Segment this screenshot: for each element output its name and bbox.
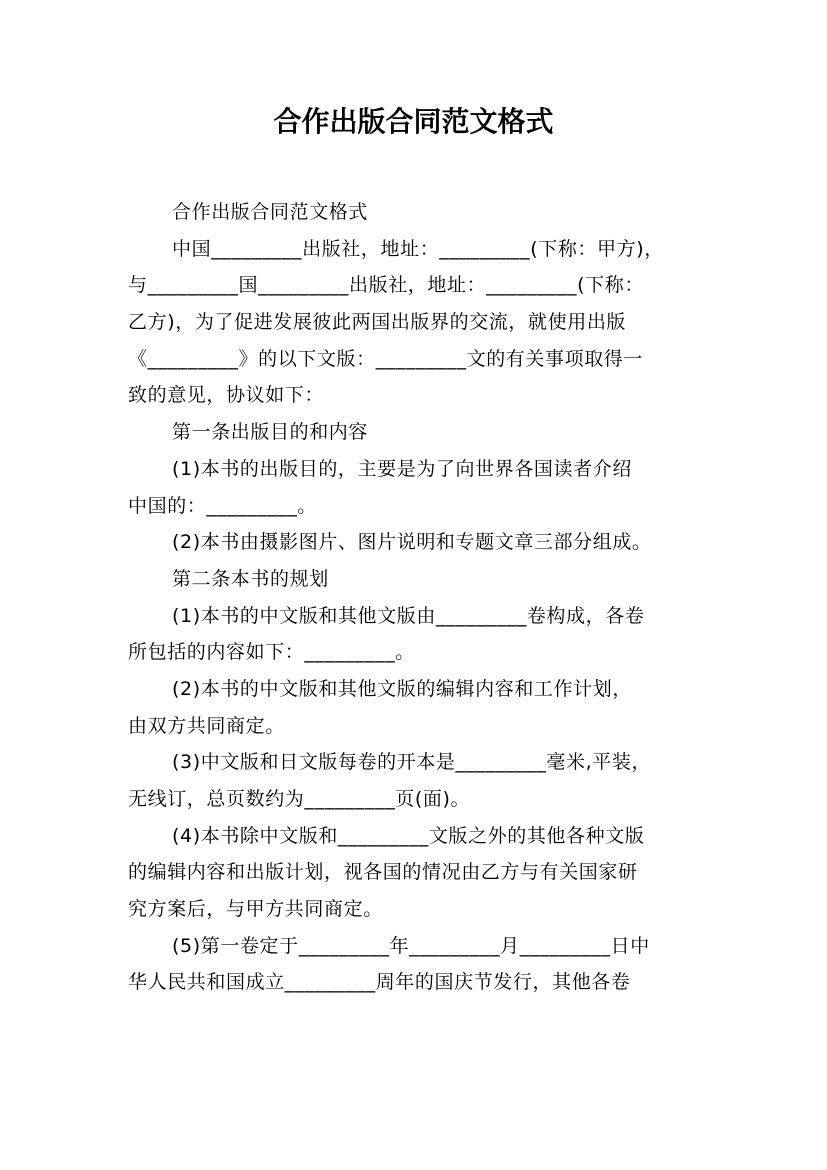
document-line: (4)本书除中文版和_________文版之外的其他各种文版 — [172, 824, 645, 847]
document-line: (5)第一卷定于_________年_________月_________日中 — [172, 934, 650, 957]
document-line: 由双方共同商定。 — [128, 714, 285, 737]
document-line: 中国的：_________。 — [128, 494, 317, 517]
document-line: 第一条出版目的和内容 — [172, 421, 369, 444]
document-line: 合作出版合同范文格式 — [172, 201, 369, 223]
document-line: 乙方)，为了促进发展彼此两国出版界的交流，就使用出版 — [128, 311, 627, 334]
document-line: 第二条本书的规划 — [172, 567, 329, 590]
document-line: (2)本书的中文版和其他文版的编辑内容和工作计划， — [172, 677, 632, 700]
document-line: 华人民共和国成立_________周年的国庆节发行，其他各卷 — [128, 971, 631, 994]
document-line: (1)本书的中文版和其他文版由_________卷构成，各卷 — [172, 604, 645, 627]
document-body — [128, 194, 708, 1001]
document-line: 无线订，总页数约为_________页(面)。 — [128, 788, 471, 810]
document-line: 《_________》的以下文版：_________文的有关事项取得一 — [128, 347, 644, 370]
document-line: 与_________国_________出版社，地址：_________(下称： — [128, 274, 644, 297]
document-line: 致的意见，协议如下： — [128, 384, 325, 407]
document-line: 中国_________出版社，地址：_________(下称：甲方)， — [172, 237, 664, 260]
document-line: (1)本书的出版目的，主要是为了向世界各国读者介绍 — [172, 457, 632, 480]
document-line: 究方案后，与甲方共同商定。 — [128, 898, 383, 921]
document-line: (2)本书由摄影图片、图片说明和专题文章三部分组成。 — [172, 531, 652, 554]
document-line: 所包括的内容如下：_________。 — [128, 641, 415, 664]
document-line: (3)中文版和日文版每卷的开本是_________毫米,平装， — [172, 751, 652, 774]
document-title: 合作出版合同范文格式 — [273, 105, 554, 138]
document-line: 的编辑内容和出版计划，视各国的情况由乙方与有关国家研 — [128, 861, 638, 884]
